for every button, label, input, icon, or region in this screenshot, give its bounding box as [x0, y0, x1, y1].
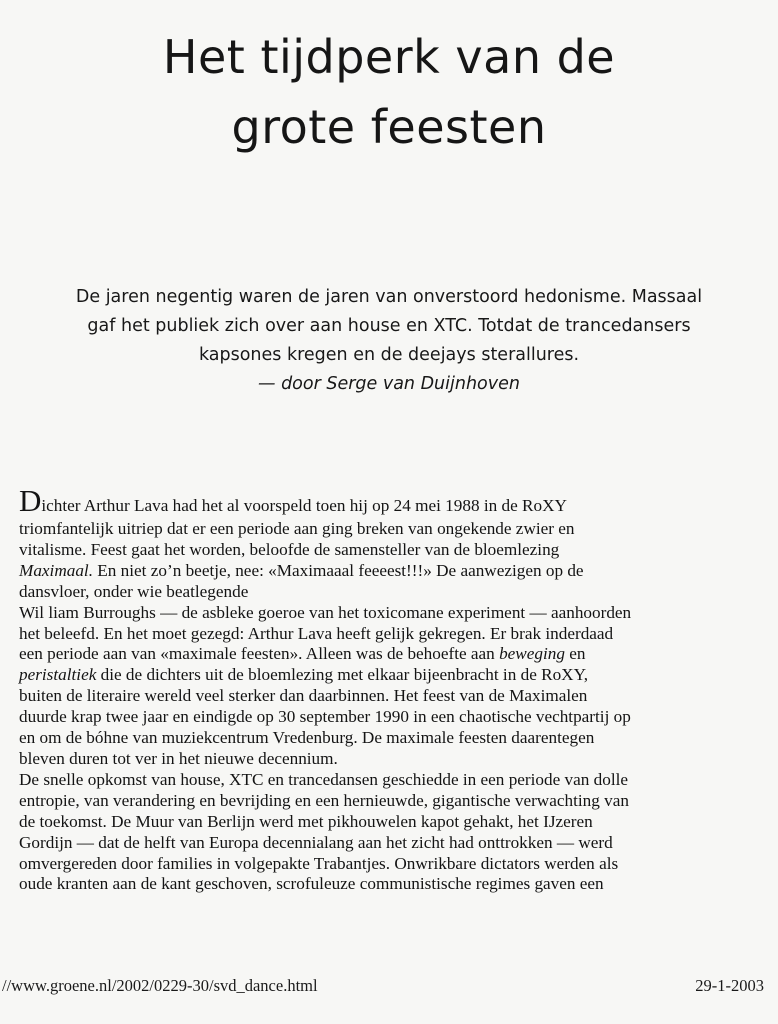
byline: — door Serge van Duijnhoven: [258, 374, 520, 394]
body-line: Dichter Arthur Lava had het al voorspeld toen hij op 24 mei 1988 in de RoXY: [19, 483, 567, 518]
article-title: [40, 22, 738, 162]
body-line: Wil liam Burroughs — de asbleke goeroe van het toxicomane experiment — aanhoorden: [19, 602, 632, 622]
print-date: 29-1-2003: [695, 976, 764, 995]
title-line: Het tijdperk van de: [162, 30, 616, 84]
body-line: dansvloer, onder wie beatlegende: [19, 581, 249, 601]
body-line: het beleefd. En het moet gezegd: Arthur Lava heeft gelijk gekregen. Er brak inderdaad: [19, 623, 614, 643]
body-line: Maximaal. En niet zo’n beetje, nee: «Maximaaal feeeest!!!» De aanwezigen op de: [19, 560, 584, 580]
body-line: oude kranten aan de kant geschoven, scrofuleuze communistische regimes gaven een: [19, 874, 604, 894]
lead-line: De jaren negentig waren de jaren van onverstoord hedonisme. Massaal: [75, 287, 703, 307]
drop-cap: D: [19, 483, 42, 518]
lead-line: kapsones kregen en de deejays sterallures.: [198, 345, 580, 365]
body-line: bleven duren tot ver in het nieuwe decennium.: [19, 748, 338, 768]
body-line: entropie, van verandering en bevrijding en een hernieuwde, gigantische verwachting van: [19, 790, 629, 810]
source-url: //www.groene.nl/2002/0229-30/svd_dance.html: [2, 976, 318, 995]
lead-line: gaf het publiek zich over aan house en XTC. Totdat de trancedansers: [87, 316, 691, 336]
body-line: triomfantelijk uitriep dat er een periode aan ging breken van ongekende zwier en: [19, 519, 575, 538]
body-line: en om de bóhne van muziekcentrum Vredenburg. De maximale feesten daarentegen: [19, 728, 595, 748]
body-line: vitalisme. Feest gaat het worden, beloofde de samensteller van de bloemlezing: [19, 539, 560, 559]
body-line: de toekomst. De Muur van Berlijn werd met pikhouwelen kapot gehakt, het IJzeren: [19, 811, 593, 831]
article-body: [19, 483, 759, 895]
body-line: een periode aan van «maximale feesten». Alleen was de behoefte aan beweging en: [19, 644, 586, 664]
body-line: buiten de literaire wereld veel sterker dan daarbinnen. Het feest van de Maximalen: [19, 686, 588, 706]
body-line: peristaltiek die de dichters uit de bloemlezing met elkaar bijeenbracht in de RoXY,: [19, 665, 589, 685]
article-lead: [20, 283, 758, 399]
body-line: De snelle opkomst van house, XTC en trancedansen geschiedde in een periode van dolle: [19, 769, 629, 789]
title-line: grote feesten: [231, 100, 547, 154]
body-line: omvergereden door families in volgepakte Trabantjes. Onwrikbare dictators werden als: [19, 853, 619, 873]
body-line: duurde krap twee jaar en eindigde op 30 september 1990 in een chaotische vechtpartij op: [19, 707, 631, 727]
body-line: Gordijn — dat de helft van Europa decennialang aan het zicht had onttrokken — werd: [19, 832, 613, 852]
